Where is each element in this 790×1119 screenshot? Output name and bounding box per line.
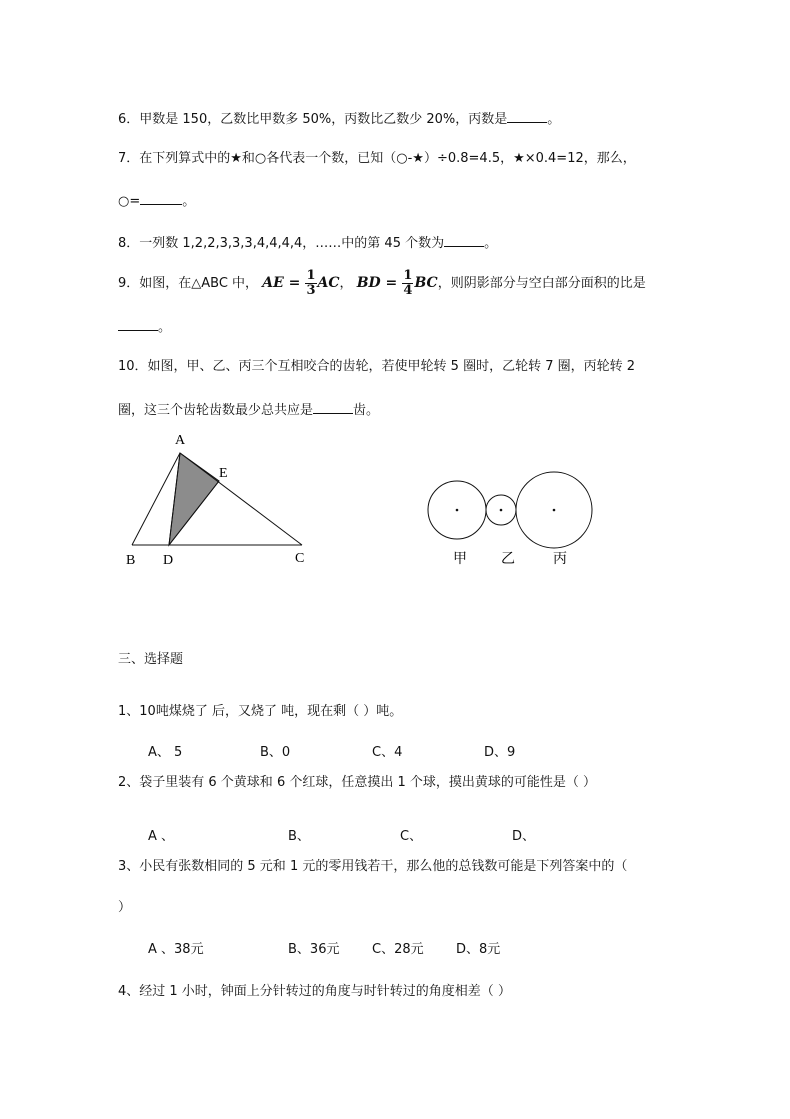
separator: ， <box>339 276 353 291</box>
gear-jia-center <box>456 509 459 512</box>
question-8-text: 8．一列数 1,2,2,3,3,3,4,4,4,4，……中的第 45 个数为 <box>118 236 445 251</box>
answer-blank <box>444 232 484 247</box>
answer-blank <box>507 108 547 123</box>
question-9-end: 。 <box>158 320 172 335</box>
eq2-lhs: BD = <box>356 275 398 291</box>
mc1-option-c: C、4 <box>372 745 403 760</box>
mc3-option-d: D、8元 <box>456 942 501 957</box>
mc1-option-b: B、0 <box>260 745 291 760</box>
answer-blank <box>118 316 158 331</box>
question-10-text-2: 圈，这三个齿轮齿数最少总共应是 <box>118 403 314 418</box>
question-10-line2 <box>118 399 379 421</box>
mc2-option-a: A 、 <box>148 829 175 844</box>
mc-question-2 <box>118 773 596 793</box>
question-9-line1 <box>118 268 646 299</box>
label-bing: 丙 <box>553 551 567 567</box>
mc1-option-a: A、 5 <box>148 745 183 760</box>
fraction-one-third: $\frac{1}{3}$ <box>306 268 316 298</box>
question-9-suffix: ，则阴影部分与空白部分面积的比是 <box>437 276 646 291</box>
question-7-text: 7．在下列算式中的★和○各代表一个数，已知（○-★）÷0.8=4.5，★×0.4=12，那么， <box>118 151 636 166</box>
gear-yi-center <box>500 509 503 512</box>
label-jia: 甲 <box>453 551 467 567</box>
triangle-figure <box>115 425 325 575</box>
mc3-option-a: A 、38元 <box>148 942 204 957</box>
gear-bing-center <box>553 509 556 512</box>
fraction-one-quarter: $\frac{1}{4}$ <box>403 268 413 298</box>
question-7-prefix: ○= <box>118 194 141 209</box>
mc1-option-d: D、9 <box>484 745 516 760</box>
question-8-end: 。 <box>484 236 498 251</box>
question-8 <box>118 232 497 254</box>
label-b: B <box>126 553 136 568</box>
eq1-lhs: AE = <box>262 275 301 291</box>
shaded-region <box>169 453 219 545</box>
mc-question-4-text: 4、经过 1 小时，钟面上分针转过的角度与时针转过的角度相差（ ） <box>118 984 511 999</box>
eq1-rhs: AC <box>317 275 340 291</box>
section-3-title: 三、选择题 <box>118 652 184 667</box>
question-7-line1 <box>118 149 636 169</box>
question-10-text: 10．如图，甲、乙、丙三个互相咬合的齿轮，若使甲轮转 5 圈时，乙轮转 7 圈，丙轮转 2 <box>118 359 636 374</box>
answer-blank <box>140 190 182 205</box>
question-6-text: 6．甲数是 150，乙数比甲数多 50%，丙数比乙数少 20%，丙数是 <box>118 112 508 127</box>
mc-question-3-text: 3、小民有张数相同的 5 元和 1 元的零用钱若干，那么他的总钱数可能是下列答案中的（ <box>118 859 628 874</box>
label-d: D <box>163 553 174 568</box>
mc-question-3-line2: ） <box>118 900 132 915</box>
question-10-line1 <box>118 357 635 377</box>
label-a: A <box>175 433 186 448</box>
question-6-end: 。 <box>547 112 561 127</box>
label-e: E <box>219 466 228 481</box>
mc3-option-b: B、36元 <box>288 942 340 957</box>
mc-question-4 <box>118 982 511 1002</box>
gears-figure <box>420 465 610 575</box>
mc-question-2-text: 2、袋子里装有 6 个黄球和 6 个红球，任意摸出 1 个球，摸出黄球的可能性是（ ） <box>118 775 597 790</box>
mc-question-1 <box>118 702 402 722</box>
question-9-prefix: 9．如图，在△ABC 中， <box>118 276 259 291</box>
label-c: C <box>295 551 305 566</box>
answer-blank <box>313 399 353 414</box>
mc2-option-c: C、 <box>400 829 423 844</box>
mc2-option-d: D、 <box>512 829 536 844</box>
question-6 <box>118 108 560 130</box>
question-7-end: 。 <box>182 194 196 209</box>
question-9-line2 <box>118 316 171 338</box>
label-yi: 乙 <box>501 551 515 567</box>
mc3-option-c: C、28元 <box>372 942 424 957</box>
mc2-option-b: B、 <box>288 829 310 844</box>
mc-question-1-text: 1、10吨煤烧了 后，又烧了 吨，现在剩（ ）吨。 <box>118 704 403 719</box>
eq2-rhs: BC <box>414 275 438 291</box>
question-7-line2 <box>118 190 195 212</box>
question-10-end: 齿。 <box>353 403 380 418</box>
mc-question-3 <box>118 857 627 877</box>
